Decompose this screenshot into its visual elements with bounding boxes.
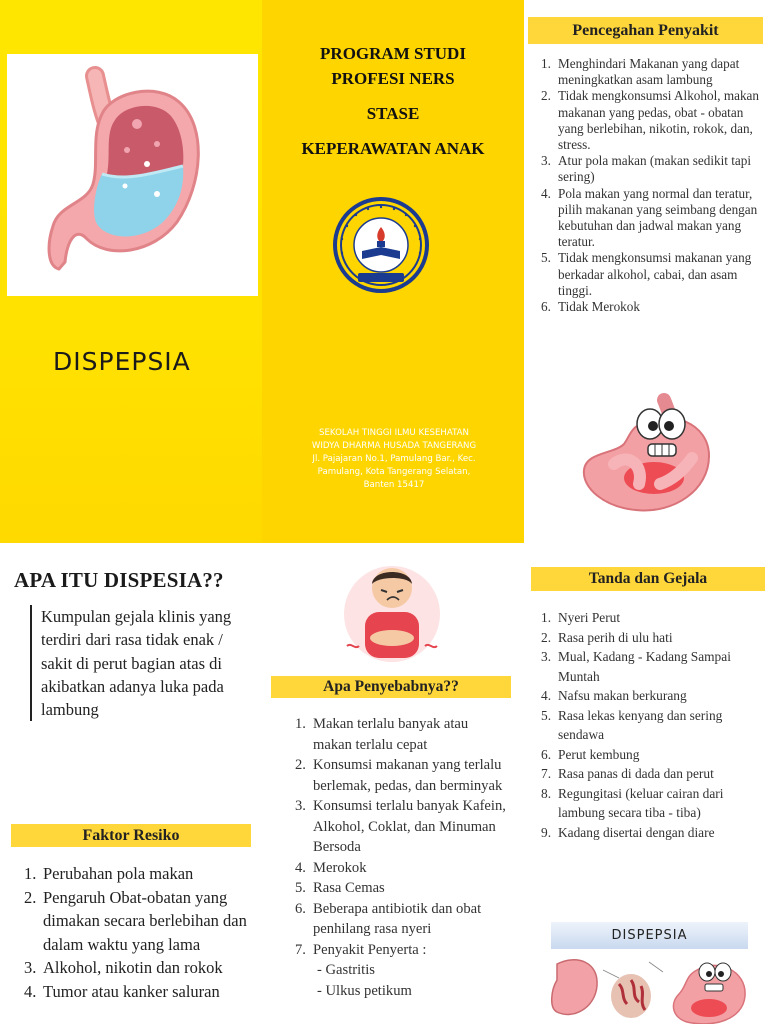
- course-title: KEPERAWATAN ANAK: [301, 139, 485, 158]
- list-item: 3. Mual, Kadang - Kadang Sampai Muntah: [541, 649, 731, 684]
- list-item: 1. Menghindari Makanan yang dapat meningkatkan asam lambung: [541, 56, 740, 88]
- apa-itu-title: APA ITU DISPESIA??: [14, 568, 224, 592]
- stomach-illustration: [7, 54, 258, 296]
- program-line1: PROGRAM STUDI: [320, 44, 466, 63]
- list-item: 4. Pola makan yang normal dan teratur, pilih makanan yang seimbang dengan kebutuhan dan jadwal makan yang teratur.: [541, 185, 758, 250]
- list-item: 7. Rasa panas di dada dan perut: [541, 766, 714, 781]
- school-line-1: SEKOLAH TINGGI ILMU KESEHATAN: [319, 428, 469, 438]
- apa-itu-text: Kumpulan gejala klinis yang terdiri dari rasa tidak enak / sakit di perut bagian atas di akibatkan adanya luka pada lambung: [30, 605, 251, 721]
- list-item: 2. Pengaruh Obat-obatan yang dimakan secara berlebihan dan dalam waktu yang lama: [24, 887, 247, 954]
- sub-item-gastritis: - Gastritis: [317, 962, 375, 978]
- list-item: 3. Konsumsi terlalu banyak Kafein, Alkohol, Coklat, dan Minuman Bersoda: [295, 798, 506, 855]
- faktor-resiko-banner: Faktor Resiko: [11, 824, 251, 847]
- list-item: 7. Penyakit Penyerta : - Gastritis - Ulkus petikum: [295, 940, 507, 1002]
- tanda-gejala-banner: Tanda dan Gejala: [531, 567, 765, 591]
- school-line-3: Jl. Pajajaran No.1, Pamulang Bar., Kec.: [312, 454, 476, 464]
- school-line-4: Pamulang, Kota Tangerang Selatan,: [317, 467, 471, 477]
- list-item: 4. Merokok: [295, 859, 367, 876]
- list-item: 6. Perut kembung: [541, 746, 640, 762]
- list-item: 1. Perubahan pola makan: [24, 864, 194, 883]
- school-line-5: Banten 15417: [363, 480, 425, 490]
- cover-panel: [0, 0, 262, 543]
- list-item: 6. Beberapa antibiotik dan obat penhilang rasa nyeri: [295, 900, 482, 937]
- pencegahan-banner: Pencegahan Penyakit: [528, 17, 763, 44]
- pencegahan-list: [541, 56, 761, 315]
- list-item: 1. Makan terlalu banyak atau makan terlalu cepat: [295, 716, 469, 753]
- cover-title: DISPEPSIA: [53, 347, 191, 376]
- list-item: 3. Atur pola makan (makan sedikit tapi sering): [541, 153, 751, 185]
- school-address: [280, 427, 508, 492]
- bottom-dispepsia-illustration: [547, 950, 762, 1024]
- penyebab-list: [295, 714, 507, 1001]
- list-item: 9. Kadang disertai dengan diare: [541, 824, 715, 840]
- tanda-gejala-list: [541, 608, 766, 842]
- list-item: 2. Rasa perih di ulu hati: [541, 629, 673, 645]
- list-item: 3. Alkohol, nikotin dan rokok: [24, 958, 223, 977]
- program-panel: [262, 0, 524, 543]
- school-logo: [328, 193, 434, 302]
- faktor-resiko-list: [24, 862, 264, 1003]
- list-item: 6. Tidak Merokok: [541, 299, 640, 315]
- list-item: 4. Tumor atau kanker saluran: [24, 981, 220, 1001]
- bottom-image-title: DISPEPSIA: [551, 922, 748, 949]
- child-stomachache-illustration: [337, 556, 447, 671]
- list-item: 2. Konsumsi makanan yang terlalu berlemak, pedas, dan berminyak: [295, 757, 503, 794]
- sub-item-ulkus: - Ulkus petikum: [317, 982, 412, 999]
- sad-stomach-illustration: [574, 392, 724, 522]
- list-item: 8. Regungitasi (keluar cairan dari lambung secara tiba - tiba): [541, 785, 724, 820]
- school-line-2: WIDYA DHARMA HUSADA TANGERANG: [311, 441, 477, 451]
- list-item: 1. Nyeri Perut: [541, 610, 621, 625]
- list-item: 5. Tidak mengkonsumsi makanan yang berkadar alkohol, cabai, dan asam tinggi.: [541, 250, 752, 298]
- list-item: 5. Rasa lekas kenyang dan sering sendawa: [541, 707, 723, 742]
- list-item: 4. Nafsu makan berkurang: [541, 688, 687, 703]
- list-item: 5. Rasa Cemas: [295, 880, 385, 896]
- stase-label: STASE: [366, 104, 420, 123]
- list-item: 2. Tidak mengkonsumsi Alkohol, makan makanan yang pedas, obat - obatan yang berlebihan, nikotin, rokok, dan, stress.: [541, 88, 759, 153]
- program-line2: PROFESI NERS: [331, 69, 455, 88]
- penyebab-banner: Apa Penyebabnya??: [271, 676, 511, 698]
